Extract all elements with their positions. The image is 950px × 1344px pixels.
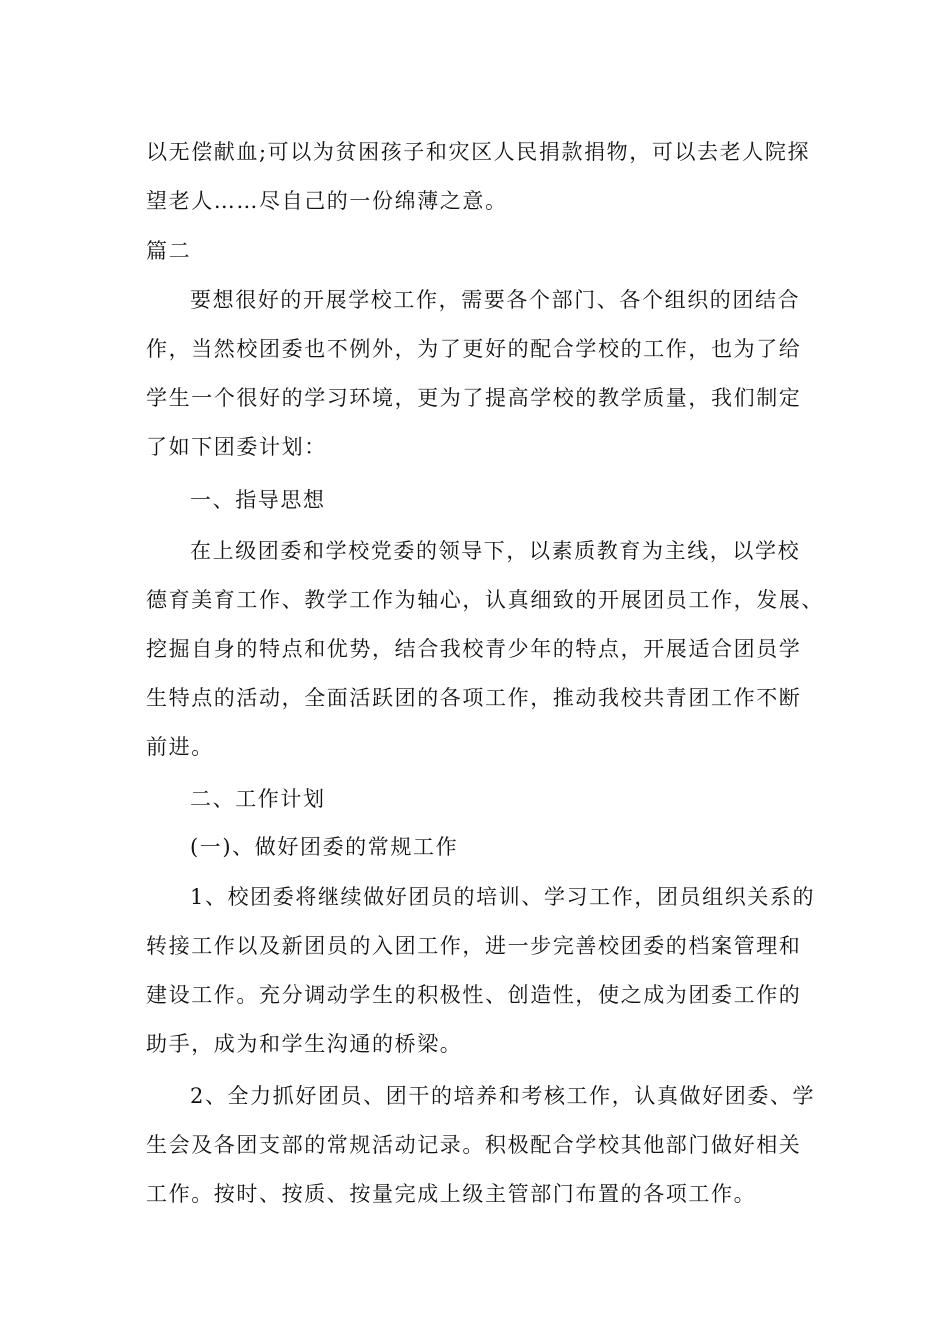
text-line: 2、全力抓好团员、团干的培养和考核工作，认真做好团委、学 [190, 1084, 816, 1108]
text-line: 助手，成为和学生沟通的桥梁。 [146, 1032, 463, 1056]
text-line: 前进。 [146, 735, 214, 759]
section-title: 篇二 [146, 239, 192, 263]
paragraph-intro [146, 276, 806, 472]
paragraph-item-1 [146, 873, 816, 1069]
heading-routine-work: (一)、做好团委的常规工作 [190, 835, 459, 859]
text-line: 了如下团委计划： [146, 435, 327, 459]
text-line: 挖掘自身的特点和优势，结合我校青少年的特点，开展适合团员学 [146, 637, 802, 661]
heading-guiding-ideology: 一、指导思想 [190, 488, 326, 512]
text-line: 转接工作以及新团员的入团工作，进一步完善校团委的档案管理和 [146, 934, 802, 958]
text-line: 作，当然校团委也不例外，为了更好的配合学校的工作，也为了给 [146, 337, 802, 361]
text-line: 在上级团委和学校党委的领导下，以素质教育为主线，以学校 [190, 539, 801, 563]
paragraph-item-2 [146, 1072, 816, 1219]
heading-work-plan: 二、工作计划 [190, 787, 326, 811]
text-line: 德育美育工作、教学工作为轴心，认真细致的开展团员工作，发展、 [146, 588, 824, 612]
paragraph-continued [146, 128, 811, 226]
text-line: 建设工作。充分调动学生的积极性、创造性，使之成为团委工作的 [146, 983, 802, 1007]
text-line: 要想很好的开展学校工作，需要各个部门、各个组织的团结合 [190, 288, 801, 312]
paragraph-guiding-ideology [146, 527, 824, 772]
text-line: 生会及各团支部的常规活动记录。积极配合学校其他部门做好相关 [146, 1133, 802, 1157]
text-line: 以无偿献血;可以为贫困孩子和灾区人民捐款捐物，可以去老人院探 [146, 140, 811, 164]
text-line: 望老人……尽自己的一份绵薄之意。 [146, 189, 508, 213]
text-line: 工作。按时、按质、按量完成上级主管部门布置的各项工作。 [146, 1182, 757, 1206]
text-line: 学生一个很好的学习环境，更为了提高学校的教学质量，我们制定 [146, 386, 802, 410]
text-line: 生特点的活动，全面活跃团的各项工作，推动我校共青团工作不断 [146, 686, 802, 710]
text-line: 1、校团委将继续做好团员的培训、学习工作，团员组织关系的 [190, 885, 816, 909]
